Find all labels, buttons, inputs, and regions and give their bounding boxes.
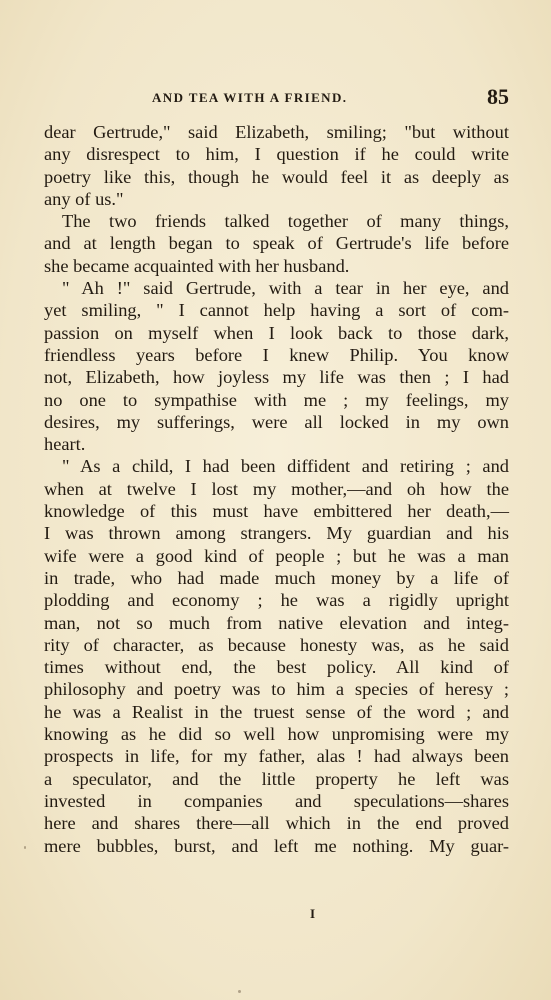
text-line: desires, my sufferings, were all locked in my own [44, 411, 509, 432]
text-line: any disrespect to him, I question if he could write [44, 144, 509, 165]
text-line: invested in companies and speculations—shares [44, 790, 509, 811]
text-line: heart. [44, 434, 86, 455]
text-line: dear Gertrude," said Elizabeth, smiling; "but without [44, 122, 509, 142]
text-line: " Ah !" said Gertrude, with a tear in her eye, and [62, 278, 509, 299]
text-line: he was a Realist in the truest sense of the word ; and [44, 701, 509, 722]
paper-speck [24, 846, 26, 849]
text-line: friendless years before I knew Philip. You know [44, 344, 509, 365]
running-head [44, 84, 509, 110]
text-line: wife were a good kind of people ; but he was a man [44, 545, 509, 566]
text-line: " As a child, I had been diffident and retiring ; and [62, 456, 509, 477]
text-line: prospects in life, for my father, alas ! had always been [44, 746, 509, 767]
text-line: times without end, the best policy. All kind of [44, 657, 509, 678]
text-line: in trade, who had made much money by a life of [44, 567, 509, 588]
text-line: and at length began to speak of Gertrude's life before [44, 233, 509, 254]
text-line: yet smiling, " I cannot help having a sort of com- [44, 300, 509, 321]
text-line: knowing as he did so well how unpromising were my [44, 724, 509, 745]
text-line: rity of character, as because honesty was, as he said [44, 634, 509, 655]
text-line: any of us." [44, 188, 124, 209]
text-line: here and shares there—all which in the end proved [44, 813, 509, 834]
body-text [44, 121, 509, 857]
text-line: passion on myself when I look back to those dark, [44, 322, 509, 343]
text-line: when at twelve I lost my mother,—and oh how the [44, 478, 509, 499]
text-line: knowledge of this must have embittered her death,— [44, 501, 509, 522]
text-line: plodding and economy ; he was a rigidly upright [44, 590, 509, 611]
text-line: she became acquainted with her husband. [44, 255, 350, 276]
running-title: AND TEA WITH A FRIEND. [152, 90, 348, 105]
text-line: man, not so much from native elevation and integ- [44, 612, 509, 633]
text-line: I was thrown among strangers. My guardian and his [44, 523, 509, 544]
text-line: The two friends talked together of many things, [62, 211, 509, 232]
text-line: poetry like this, though he would feel it as deeply as [44, 166, 509, 187]
text-line: mere bubbles, burst, and left me nothing. My guar- [44, 835, 509, 856]
signature-mark: I [310, 906, 316, 921]
text-line: a speculator, and the little property he left was [44, 768, 509, 789]
text-line: not, Elizabeth, how joyless my life was then ; I had [44, 367, 509, 388]
text-line: no one to sympathise with me ; my feelings, my [44, 389, 509, 410]
paper-speck [238, 990, 241, 993]
page-number: 85 [487, 84, 509, 109]
text-line: philosophy and poetry was to him a species of heresy ; [44, 679, 509, 700]
